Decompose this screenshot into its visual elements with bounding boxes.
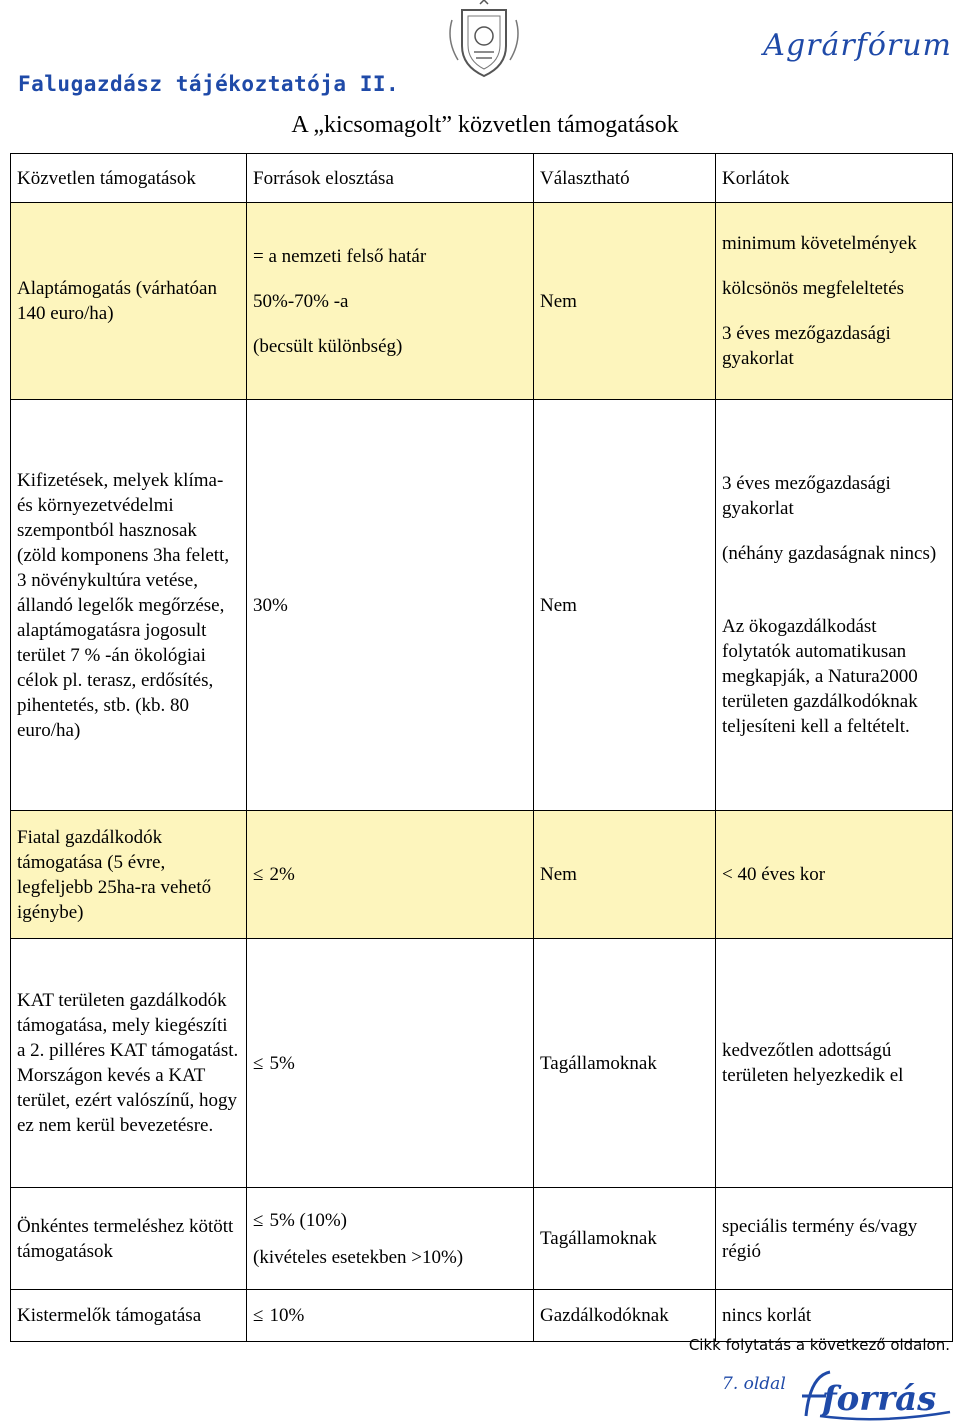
limits-cell: speciális termény és/vagy régió bbox=[716, 1188, 953, 1290]
support-table bbox=[10, 153, 953, 1342]
less-equal-icon: ≤ bbox=[253, 1305, 264, 1326]
limits-line: minimum követelmények bbox=[722, 233, 917, 254]
limits-line: (néhány gazdaságnak nincs) bbox=[722, 543, 937, 564]
optional-cell: Nem bbox=[534, 400, 716, 811]
sources-line bbox=[253, 1208, 527, 1233]
sources-cell bbox=[247, 811, 534, 939]
limits-cell: kedvezőtlen adottságú területen helyezkedik el bbox=[716, 939, 953, 1188]
limits-line: kölcsönös megfeleltetés bbox=[722, 278, 905, 299]
sources-cell bbox=[247, 939, 534, 1188]
table-row bbox=[11, 203, 953, 400]
support-cell: KAT területen gazdálkodók támogatása, mely kiegészíti a 2. pilléres KAT támogatást. Mországon kevés a KAT terület, ezért valószínű, hogy ez nem kerül bevezetésre. bbox=[11, 939, 247, 1188]
sources-value: 5% (10%) bbox=[269, 1209, 347, 1231]
limits-line: 3 éves mezőgazdasági gyakorlat bbox=[722, 323, 891, 369]
limits-cell bbox=[716, 203, 953, 400]
sources-cell bbox=[247, 203, 534, 400]
support-cell: Fiatal gazdálkodók támogatása (5 évre, legfeljebb 25ha-ra vehető igénybe) bbox=[11, 811, 247, 939]
table-row bbox=[11, 939, 953, 1188]
column-header: Források elosztása bbox=[247, 154, 534, 203]
continued-note: Cikk folytatás a következő oldalon. bbox=[688, 1336, 950, 1354]
sources-cell: 30% bbox=[247, 400, 534, 811]
sources-value: 2% bbox=[269, 864, 295, 885]
limits-cell bbox=[716, 400, 953, 811]
table-row bbox=[11, 1290, 953, 1342]
optional-cell: Gazdálkodóknak bbox=[534, 1290, 716, 1342]
newsletter-title: Falugazdász tájékoztatója II. bbox=[18, 72, 400, 96]
sources-value: 5% bbox=[269, 1052, 295, 1074]
support-cell: Kistermelők támogatása bbox=[11, 1290, 247, 1342]
limits-cell: nincs korlát bbox=[716, 1290, 953, 1342]
less-equal-icon: ≤ bbox=[253, 1209, 264, 1231]
sources-line: = a nemzeti felső határ bbox=[253, 245, 427, 267]
limits-cell: < 40 éves kor bbox=[716, 811, 953, 939]
sources-cell bbox=[247, 1188, 534, 1290]
table-header-row bbox=[11, 154, 953, 203]
optional-cell: Nem bbox=[534, 811, 716, 939]
forras-logo bbox=[800, 1366, 956, 1422]
optional-cell: Tagállamoknak bbox=[534, 1188, 716, 1290]
less-equal-icon: ≤ bbox=[253, 1052, 264, 1074]
table-row bbox=[11, 811, 953, 939]
brand-name: Agrárfórum bbox=[763, 28, 952, 63]
limits-line: 3 éves mezőgazdasági gyakorlat bbox=[722, 473, 891, 519]
less-equal-icon: ≤ bbox=[253, 864, 264, 885]
optional-cell: Tagállamoknak bbox=[534, 939, 716, 1188]
table-row bbox=[11, 400, 953, 811]
support-cell: Alaptámogatás (várhatóan 140 euro/ha) bbox=[11, 203, 247, 400]
column-header: Választható bbox=[534, 154, 716, 203]
page-number: 7. oldal bbox=[722, 1374, 786, 1394]
support-cell: Önkéntes termeléshez kötött támogatások bbox=[11, 1188, 247, 1290]
column-header: Korlátok bbox=[716, 154, 953, 203]
column-header: Közvetlen támogatások bbox=[11, 154, 247, 203]
limits-line: Az ökogazdálkodást folytatók automatikusan megkapják, a Natura2000 területen gazdálkodóknak teljesíteni kell a feltételt. bbox=[722, 616, 918, 737]
support-cell: Kifizetések, melyek klíma- és környezetvédelmi szempontból hasznosak (zöld komponens 3ha felett, 3 növénykultúra vetése, állandó legelők megőrzése, alaptámogatásra jogosult terület 7 % -án ökológiai célok pl. terasz, erdősítés, pihentetés, stb. (kb. 80 euro/ha) bbox=[11, 400, 247, 811]
logo-text: forrás bbox=[822, 1379, 937, 1419]
sources-value: 10% bbox=[269, 1305, 305, 1326]
sources-line: (kivételes esetekben >10%) bbox=[253, 1246, 464, 1268]
sources-line: (becsült különbség) bbox=[253, 335, 403, 357]
sources-cell bbox=[247, 1290, 534, 1342]
table-row bbox=[11, 1188, 953, 1290]
document-title: A „kicsomagolt” közvetlen támogatások bbox=[291, 112, 679, 138]
sources-line: 50%-70% -a bbox=[253, 290, 349, 312]
optional-cell: Nem bbox=[534, 203, 716, 400]
coat-of-arms-logo bbox=[442, 0, 526, 80]
